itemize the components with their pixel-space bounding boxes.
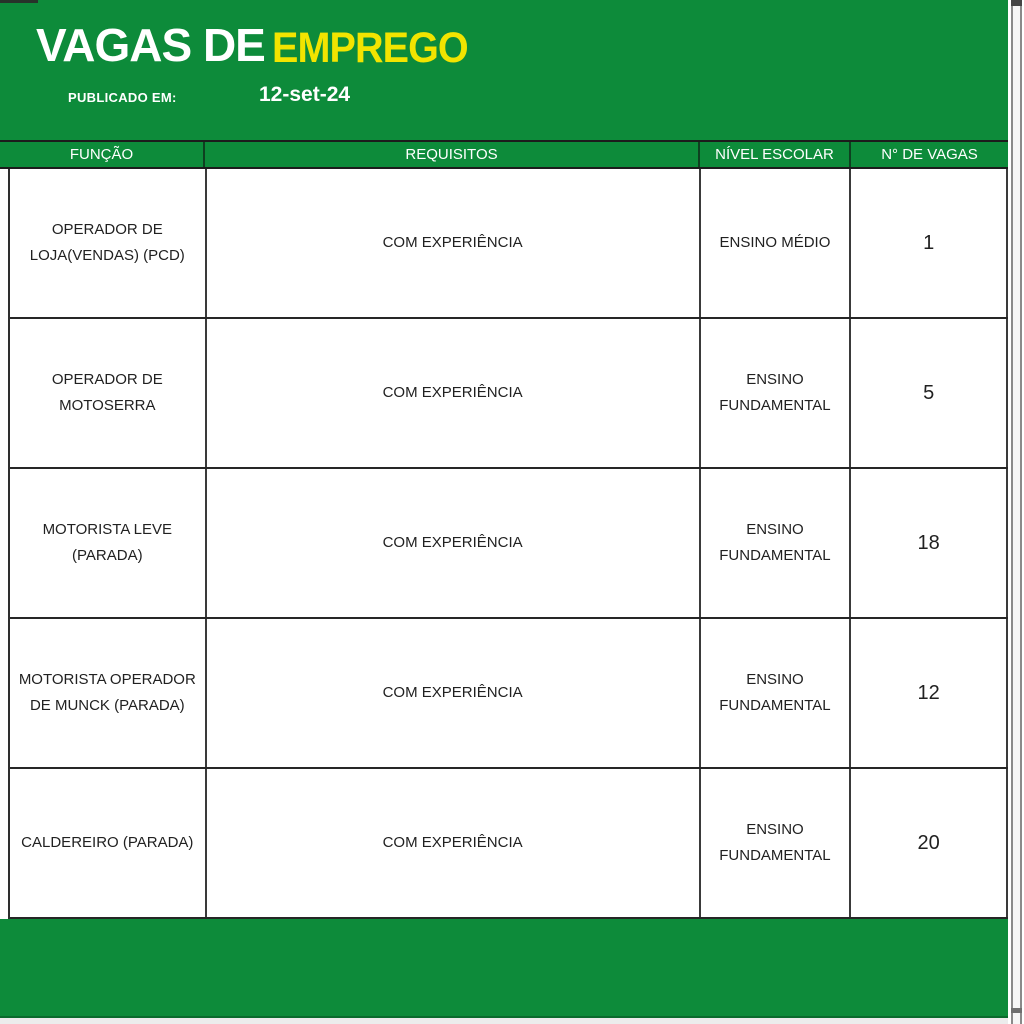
cell-nivel-escolar: ENSINO FUNDAMENTAL xyxy=(701,619,852,767)
cell-n-de-vagas: 5 xyxy=(851,319,1008,467)
table-row xyxy=(10,319,1008,469)
bottom-strip xyxy=(0,1018,1008,1024)
cell-n-de-vagas: 20 xyxy=(851,769,1008,917)
cell-nivel-escolar: ENSINO MÉDIO xyxy=(701,169,852,317)
cell-requisitos: COM EXPERIÊNCIA xyxy=(207,619,701,767)
cell-funcao: OPERADOR DE LOJA(VENDAS) (PCD) xyxy=(10,169,207,317)
column-header-funcao: FUNÇÃO xyxy=(0,142,205,167)
table-row xyxy=(10,469,1008,619)
footer-band xyxy=(0,919,1008,1018)
scrollbar-bottom-cap xyxy=(1011,1008,1022,1013)
scrollbar-top-cap xyxy=(1011,0,1022,6)
page-title-highlight: EMPREGO xyxy=(272,24,468,72)
table-row xyxy=(10,619,1008,769)
table-header-row xyxy=(0,140,1008,169)
cell-requisitos: COM EXPERIÊNCIA xyxy=(207,169,701,317)
cell-requisitos: COM EXPERIÊNCIA xyxy=(207,769,701,917)
table-body xyxy=(8,169,1008,919)
banner xyxy=(0,0,1008,140)
table-row xyxy=(10,769,1008,919)
cell-funcao: MOTORISTA LEVE (PARADA) xyxy=(10,469,207,617)
cell-n-de-vagas: 1 xyxy=(851,169,1008,317)
published-label: PUBLICADO EM: xyxy=(68,90,177,105)
cell-funcao: OPERADOR DE MOTOSERRA xyxy=(10,319,207,467)
column-header-requisitos: REQUISITOS xyxy=(205,142,700,167)
cell-funcao: MOTORISTA OPERADOR DE MUNCK (PARADA) xyxy=(10,619,207,767)
page-title-prefix: VAGAS DE xyxy=(36,19,265,71)
cell-nivel-escolar: ENSINO FUNDAMENTAL xyxy=(701,469,852,617)
table-row xyxy=(10,169,1008,319)
cell-funcao: CALDEREIRO (PARADA) xyxy=(10,769,207,917)
cell-nivel-escolar: ENSINO FUNDAMENTAL xyxy=(701,769,852,917)
cell-n-de-vagas: 18 xyxy=(851,469,1008,617)
cell-n-de-vagas: 12 xyxy=(851,619,1008,767)
cell-nivel-escolar: ENSINO FUNDAMENTAL xyxy=(701,319,852,467)
column-header-n-de-vagas: N° DE VAGAS xyxy=(881,146,978,163)
scrollbar-gutter xyxy=(1008,0,1024,1024)
cell-requisitos: COM EXPERIÊNCIA xyxy=(207,319,701,467)
corner-artifact xyxy=(0,0,38,3)
published-date: 12-set-24 xyxy=(259,83,351,106)
vertical-scrollbar[interactable] xyxy=(1011,0,1022,1024)
column-header-nivel-escolar: NÍVEL ESCOLAR xyxy=(700,142,851,167)
cell-requisitos: COM EXPERIÊNCIA xyxy=(207,469,701,617)
